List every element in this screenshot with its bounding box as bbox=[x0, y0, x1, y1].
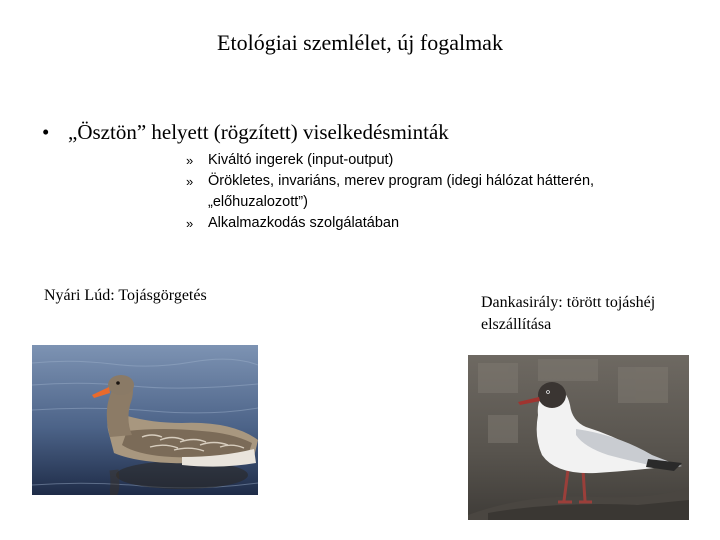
sub-bullet-text: Örökletes, invariáns, merev program (idegi hálózat hátterén, „előhuzalozott”) bbox=[208, 173, 595, 210]
sub-bullet-item bbox=[186, 171, 656, 213]
main-bullet-text: „Ösztön” helyett (rögzített) viselkedésminták bbox=[68, 120, 449, 144]
bullet-marker: • bbox=[42, 120, 50, 144]
sub-bullet-text: Kiváltó ingerek (input-output) bbox=[208, 152, 394, 168]
goose-photo bbox=[32, 345, 258, 495]
gull-photo bbox=[468, 355, 689, 520]
sub-bullet-marker: » bbox=[186, 153, 194, 168]
sub-bullet-marker: » bbox=[186, 216, 194, 231]
sub-bullet-item bbox=[186, 150, 656, 171]
sub-bullet-marker: » bbox=[186, 174, 194, 189]
sub-bullet-list bbox=[186, 150, 656, 234]
gull-caption: Dankasirály: törött tojáshéj elszállítása bbox=[481, 294, 656, 333]
main-bullet bbox=[42, 120, 449, 145]
sub-bullet-item bbox=[186, 213, 656, 234]
goose-caption: Nyári Lúd: Tojásgörgetés bbox=[44, 287, 207, 304]
sub-bullet-text: Alkalmazkodás szolgálatában bbox=[208, 215, 400, 231]
slide-title: Etológiai szemlélet, új fogalmak bbox=[217, 30, 503, 55]
